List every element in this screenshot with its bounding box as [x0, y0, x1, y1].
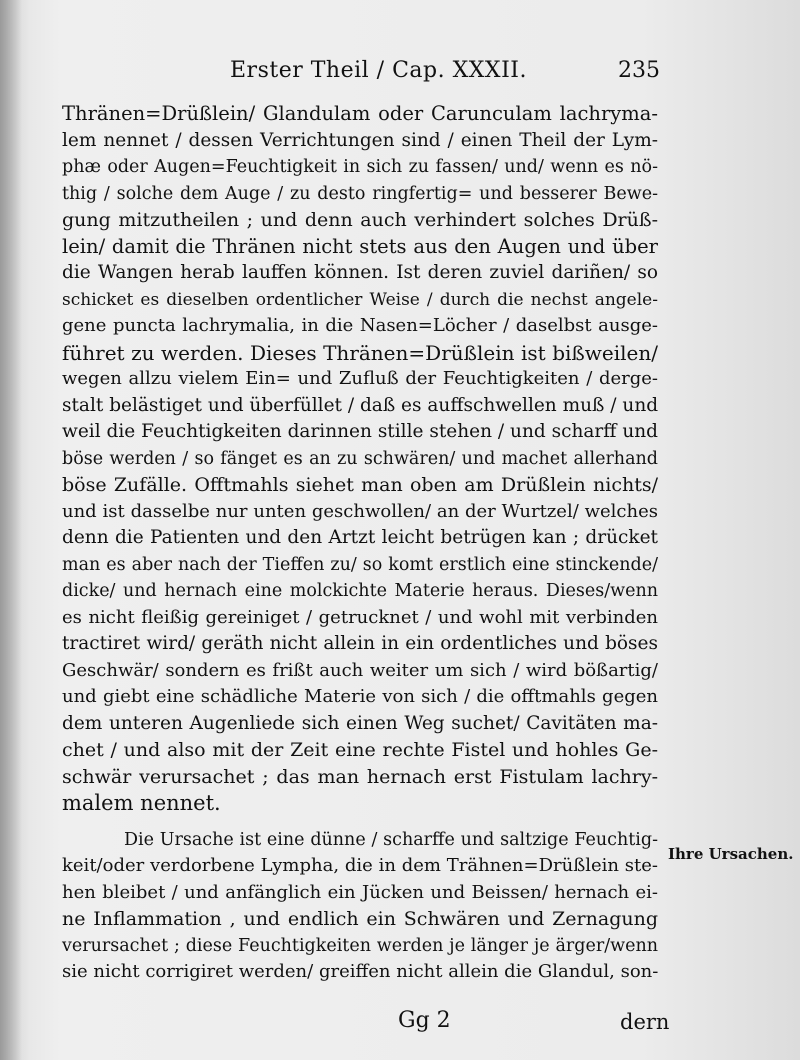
- text-line: keit/oder verdorbene Lympha, die in dem Trähnen=Drüßlein ste-: [62, 855, 658, 876]
- text-line: tractiret wird/ geräth nicht allein in ein ordentliches und böses: [62, 633, 658, 654]
- text-line: hen bleibet / und anfänglich ein Jücken und Beissen/ hernach ei-: [62, 881, 658, 903]
- text-line: böse werden / so fänget es an zu schwären/ und machet allerhand: [62, 448, 658, 469]
- signature-mark: Gg 2: [398, 1008, 451, 1033]
- catchword: dern: [620, 1010, 670, 1034]
- text-line: gene puncta lachrymalia, in die Nasen=Löcher / daselbst ausge-: [62, 315, 658, 336]
- text-line: Thränen=Drüßlein/ Glandulam oder Carunculam lachryma-: [62, 102, 658, 125]
- paragraph: [62, 101, 658, 817]
- text-line: führet zu werden. Dieses Thränen=Drüßlein ist bißweilen/: [62, 340, 658, 365]
- running-title: Erster Theil / Cap. XXXII.: [230, 58, 527, 83]
- paragraph: [62, 827, 658, 986]
- text-line: es nicht fleißig gereiniget / getrucknet / und wohl mit verbinden: [62, 606, 658, 628]
- text-line: lein/ damit die Thränen nicht stets aus den Augen und über: [62, 234, 658, 258]
- text-line: dicke/ und hernach eine molckichte Materie heraus. Dieses/wenn: [62, 581, 658, 601]
- text-line: wegen allzu vielem Ein= und Zufluß der Feuchtigkeiten / derge-: [62, 368, 658, 389]
- text-line: chet / und also mit der Zeit eine rechte Fistel und hohles Ge-: [62, 739, 658, 761]
- text-line: und giebt eine schädliche Materie von sich / die offtmahls gegen: [62, 686, 658, 707]
- text-line: phæ oder Augen=Feuchtigkeit in sich zu fassen/ und/ wenn es nö-: [62, 157, 658, 177]
- text-line: weil die Feuchtigkeiten darinnen stille stehen / und scharff und: [62, 421, 658, 442]
- text-line: schwär verursachet ; das man hernach erst Fistulam lachry-: [62, 765, 658, 788]
- body-text: [62, 101, 658, 986]
- text-line: schicket es dieselben ordentlicher Weise / durch die nechst angele-: [62, 289, 658, 310]
- paragraph-gap: [62, 817, 658, 827]
- running-header: [60, 58, 660, 92]
- text-line: denn die Patienten und den Artzt leicht betrügen kan ; drücket: [62, 527, 658, 548]
- text-line: malem nennet.: [62, 791, 221, 815]
- text-line: Die Ursache ist eine dünne / scharffe und saltzige Feuchtig-: [124, 829, 658, 850]
- page-number: 235: [618, 58, 660, 83]
- text-line: man es aber nach der Tieffen zu/ so komt erstlich eine stinckende/: [62, 554, 658, 575]
- text-line: lem nennet / dessen Verrichtungen sind / einen Theil der Lym-: [62, 129, 658, 151]
- text-line: und ist dasselbe nur unten geschwollen/ an der Wurtzel/ welches: [62, 500, 658, 522]
- text-line: stalt belästiget und überfüllet / daß es auffschwellen muß / und: [62, 394, 659, 416]
- text-line: ne Inflammation , und endlich ein Schwären und Zernagung: [62, 908, 658, 930]
- text-line: böse Zufälle. Offtmahls siehet man oben am Drüßlein nichts/: [62, 474, 658, 496]
- text-line: sie nicht corrigiret werden/ greiffen nicht allein die Glandul, son-: [62, 961, 659, 982]
- margin-note: Ihre Ursachen.: [668, 845, 794, 863]
- gutter-shadow: [0, 0, 22, 1060]
- text-line: dem unteren Augenliede sich einen Weg suchet/ Cavitäten ma-: [62, 712, 658, 734]
- text-line: die Wangen herab lauffen können. Ist deren zuviel dariñen/ so: [62, 262, 658, 283]
- text-line: Geschwär/ sondern es frißt auch weiter um sich / wird bößartig/: [62, 659, 658, 681]
- text-line: gung mitzutheilen ; und denn auch verhindert solches Drüß-: [62, 209, 658, 231]
- text-line: thig / solche dem Auge / zu desto ringfertig= und besserer Bewe-: [62, 183, 658, 204]
- text-line: verursachet ; diese Feuchtigkeiten werden je länger je ärger/wenn: [62, 935, 658, 956]
